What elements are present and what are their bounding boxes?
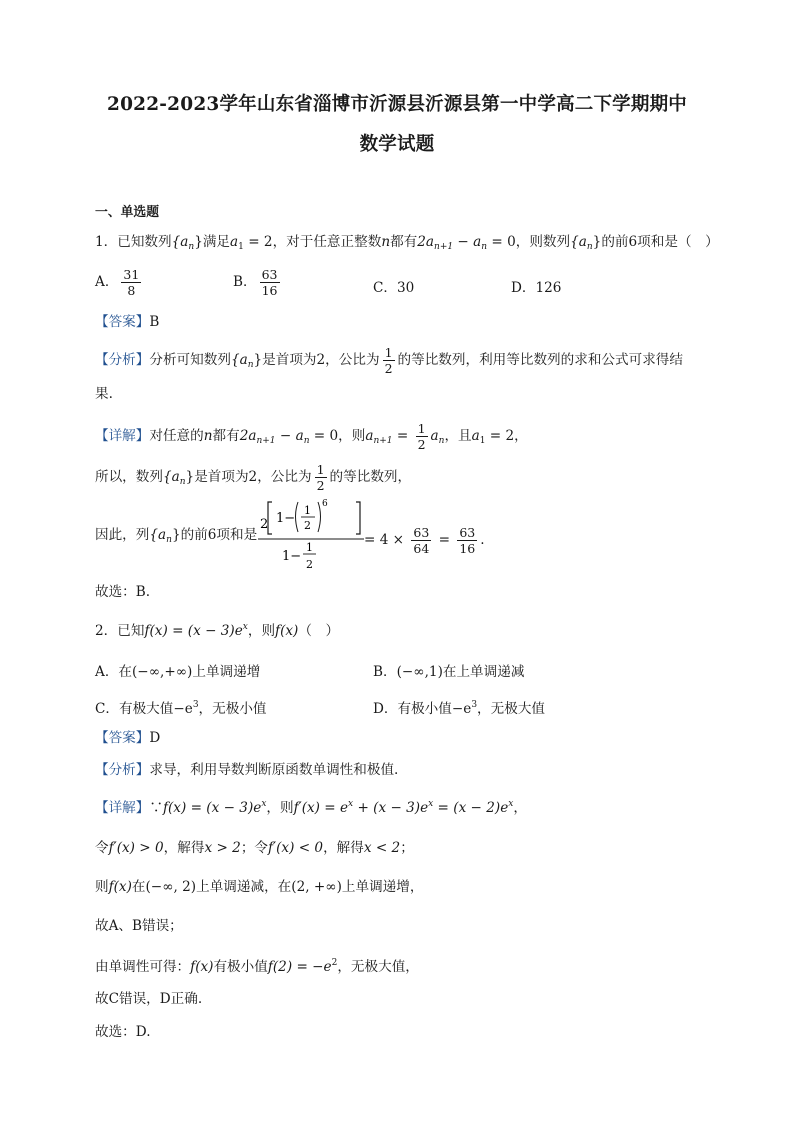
q2-answer: 【答案】D bbox=[95, 730, 161, 746]
q2-line5: 由单调性可得：f(x)有极小值$f(2) = -e^2$，无极大值， bbox=[95, 958, 419, 975]
q1-thus: 因此，列$\{a_n\}$的前6项和是 bbox=[95, 527, 258, 545]
title-line-1: 2022-2023学年山东省淄博市沂源县沂源县第一中学高二下学期期中 bbox=[107, 94, 687, 115]
svg-text:1: 1 bbox=[304, 504, 311, 517]
q1-analysis-cont: 果. bbox=[95, 386, 113, 402]
q2-option-b: B．(−∞,1)在上单调递减 bbox=[373, 664, 525, 680]
svg-text:2: 2 bbox=[306, 558, 313, 571]
sum-result: = 4 × $\frac{63}{64}$ = $\frac{63}{16}$ . bbox=[364, 525, 485, 556]
q2-line7: 故选：D. bbox=[95, 1024, 151, 1040]
title-line-2: 数学试题 bbox=[359, 134, 435, 155]
q2-line2: 令f′(x) > 0，解得x > 2；令f′(x) < 0，解得x < 2； bbox=[95, 840, 414, 856]
q1-so: 所以，数列$\{a_n\}$是首项为2，公比为 $\frac{1}{2}$ 的等比数列， bbox=[95, 462, 412, 493]
svg-text:2: 2 bbox=[304, 519, 311, 532]
q2-option-d: D．有极小值$-e^3$，无极大值 bbox=[373, 700, 546, 717]
q1-stem: 1．已知数列$\{a_n\}$满足$a_1 = 2$，对于任意正整数n都有$2a_{n+1} - a_n = 0$，则数列$\{a_n\}$的前6项和是（ ） bbox=[95, 234, 719, 252]
q2-option-a: A．在(−∞,+∞)上单调递增 bbox=[95, 664, 261, 680]
svg-text:2: 2 bbox=[260, 517, 269, 532]
q1-option-c: C．30 bbox=[373, 280, 415, 296]
q1-analysis: 【分析】分析可知数列$\{a_n\}$是首项为2，公比为 $\frac{1}{2}$ 的等比数列，利用等比数列的求和公式可求得结 bbox=[95, 345, 683, 376]
q1-answer: 【答案】B bbox=[95, 314, 160, 330]
q1-choose: 故选：B. bbox=[95, 584, 151, 600]
q1-option-b: B． $\frac{63}{16}$ bbox=[233, 267, 278, 298]
q1-option-d: D．126 bbox=[511, 280, 562, 296]
svg-text:1−: 1− bbox=[276, 511, 296, 526]
svg-text:1: 1 bbox=[306, 541, 313, 554]
q2-detail: 【详解】∵f(x) = $(x - 3)e^x$，则$f'(x) = e^x + (x - 3)e^x = (x - 2)e^x$， bbox=[95, 799, 527, 816]
section-heading: 一、单选题 bbox=[95, 205, 159, 220]
q2-line4: 故A、B错误； bbox=[95, 918, 183, 934]
q1-option-a: A． $\frac{31}{8}$ bbox=[95, 267, 140, 298]
q2-line3: 则f(x)在(−∞, 2)上单调递减，在(2, +∞)上单调递增， bbox=[95, 879, 424, 895]
svg-text:6: 6 bbox=[322, 499, 328, 509]
q2-line6: 故C错误，D正确. bbox=[95, 991, 203, 1007]
svg-text:1−: 1− bbox=[282, 549, 302, 564]
q2-stem: 2．已知$f(x) = (x - 3)e^x$，则f(x)（ ） bbox=[95, 622, 340, 639]
q1-detail: 【详解】对任意的n都有$2a_{n+1} - a_n = 0$，则$a_{n+1}$ = $\frac{1}{2}$ $a_n$，且$a_1 = 2$， bbox=[95, 421, 528, 452]
q2-analysis: 【分析】求导，利用导数判断原函数单调性和极值. bbox=[95, 762, 399, 778]
q2-option-c: C．有极大值$-e^3$，无极小值 bbox=[95, 700, 267, 717]
